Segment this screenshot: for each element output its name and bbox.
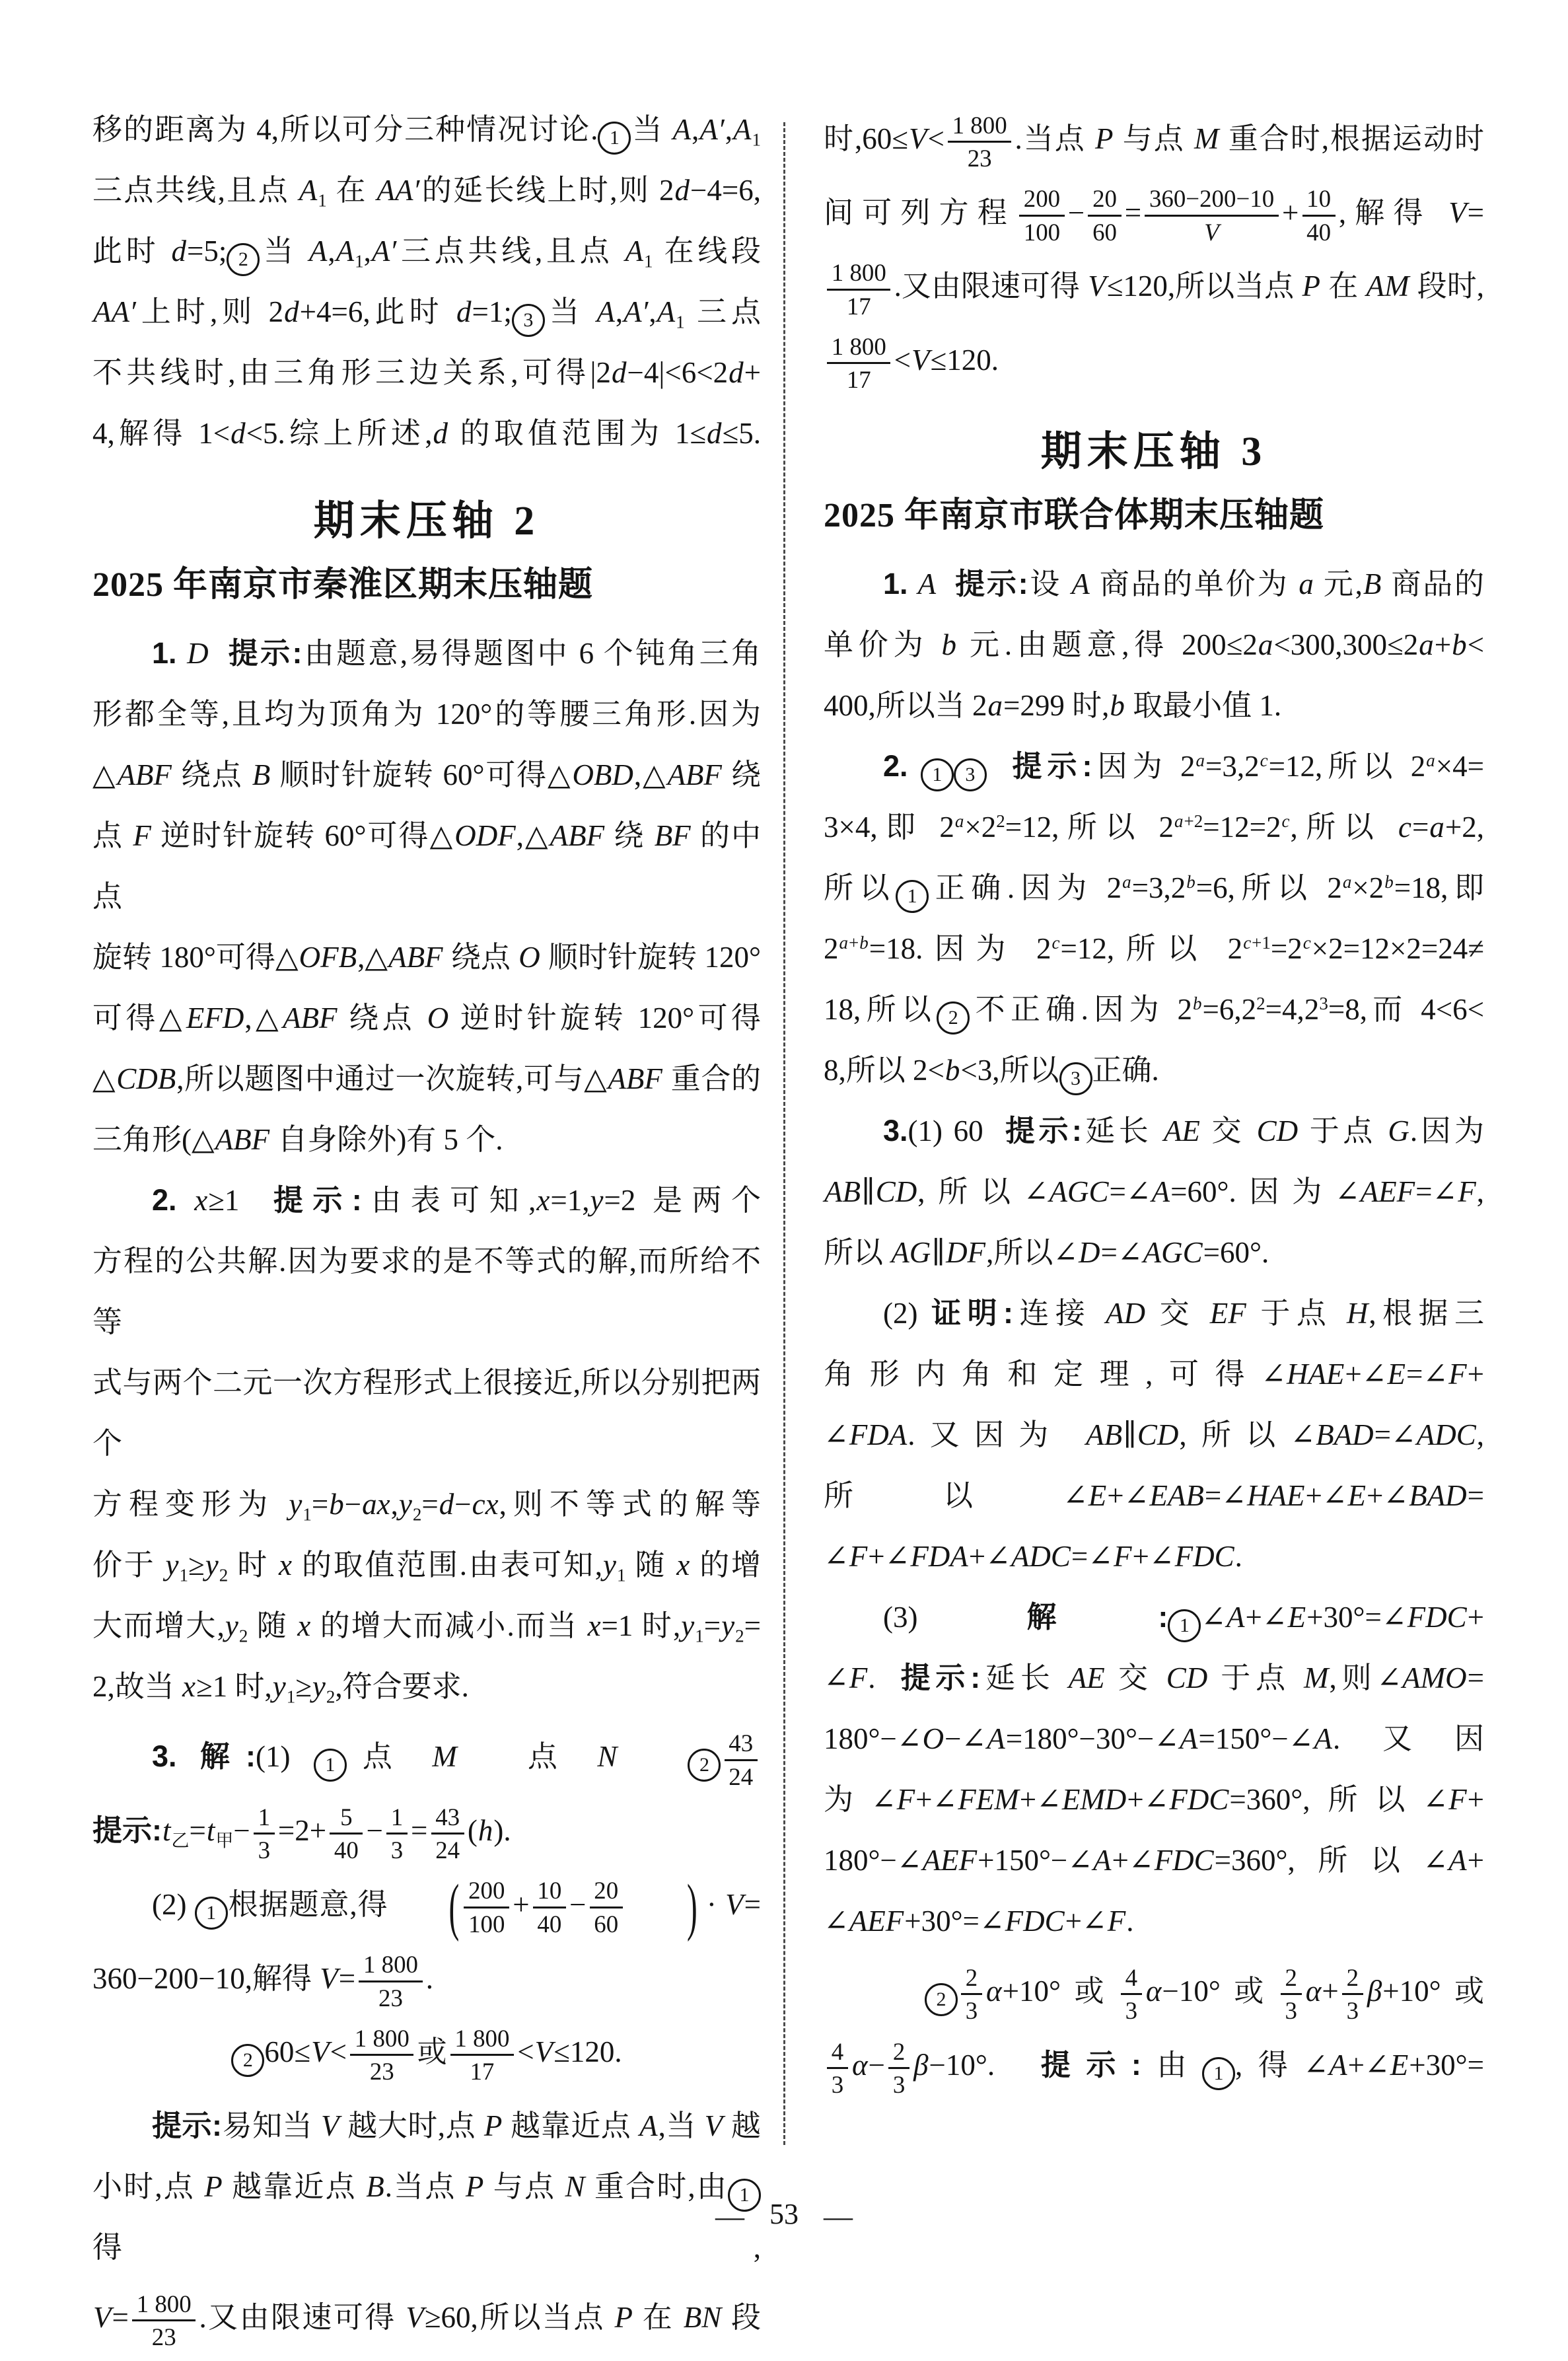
column-divider bbox=[783, 122, 785, 2145]
text-line: 提示:易知当 V 越大时,点 P 越靠近点 A,当 V 越 bbox=[152, 2108, 761, 2142]
text-line: 大而增大$,y_2$ 随 x 的增大而减小.而当 x=1 时$,y_1=y_2=$ bbox=[92, 1609, 761, 1646]
text-line: 小时,点 P 越靠近点 B.当点 P 与点 N 重合时,由 1得, bbox=[92, 2169, 761, 2264]
text-line: 2,故当 x≥1 时$,y_1\ge y_2$,符合要求. bbox=[92, 1670, 469, 1707]
bold-label: 3. bbox=[152, 1739, 177, 1774]
circled-number: 1 bbox=[896, 880, 929, 913]
page-footer bbox=[0, 2200, 1568, 2232]
stacked-fraction: $\frac{4}{3}$ bbox=[1121, 1963, 1142, 2025]
section-title: 期末压轴 2 bbox=[313, 499, 540, 544]
text-line: 360−200−10,解得 V= $\frac{1 800}{23}$ . bbox=[92, 1951, 434, 2012]
text-line: (3) 解: 1 ∠A+∠E+30°=∠FDC+ bbox=[824, 1587, 1484, 1648]
text-line: 3.(1) 60 提示:延长 AE 交 CD 于点 G.因为 bbox=[883, 1114, 1484, 1148]
text-line: AB∥CD,所以∠AGC=∠A=60°.因为∠AEF=∠F, bbox=[824, 1175, 1484, 1209]
bold-label: 2. bbox=[152, 1183, 177, 1217]
bold-label: 提示: bbox=[900, 1661, 981, 1695]
text-line: 旋转 180°可得△OFB,△ABF 绕点 O 顺时针旋转 120° bbox=[92, 941, 761, 974]
text-line: 3. 解:(1) 1 点 M 点 N 2 $\frac{43}{24}$ bbox=[92, 1726, 761, 1791]
text-line: 400,所以当 2a=299 时,b 取最小值 1. bbox=[824, 689, 1282, 723]
text-line: ∠FDA.又因为 AB∥CD,所以∠BAD=∠ADC, bbox=[824, 1418, 1484, 1452]
text-line: 2 60≤V< $\frac{1 800}{23}$ 或 $\frac{1 800}{17}$ <V≤120. bbox=[92, 2021, 761, 2086]
text-line: ∠F+∠FDA+∠ADC=∠F+∠FDC. bbox=[824, 1540, 1242, 1574]
circled-number: 1 bbox=[728, 2179, 761, 2212]
bold-label: 1. bbox=[152, 636, 177, 671]
stacked-fraction: $\frac{2}{3}$ bbox=[1281, 1963, 1302, 2025]
text-line: $\frac{4}{3}$ α− $\frac{2}{3}$ β−10°. 提示:由 1 ,得∠A+∠E+30°= bbox=[824, 2035, 1484, 2099]
text-line: 方程的公共解.因为要求的是不等式的解,而所给不等 bbox=[92, 1245, 761, 1339]
bold-label: 2. bbox=[883, 749, 908, 783]
text-line: 三角形(△ABF 自身除外)有 5 个. bbox=[92, 1123, 503, 1157]
stacked-fraction: $\frac{1 800}{23}$ bbox=[350, 2024, 413, 2086]
stacked-fraction: $\frac{10}{40}$ bbox=[1302, 184, 1336, 246]
text-line: AA′上时,则 2d+4=6,此时 d=1; 3 当 $A,A',A_1$ 三点 bbox=[92, 281, 761, 342]
stacked-fraction: $\frac{2}{3}$ bbox=[888, 2037, 909, 2099]
text-line: 角形内角和定理,可得∠HAE+∠E=∠F+ bbox=[824, 1358, 1484, 1391]
text-line: 2. x≥1 提示:由表可知,x=1,y=2 是两个 bbox=[152, 1183, 761, 1217]
text-line: 三点共线,且点 $A_1$ 在 AA′的延长线上时,则 2d−4=6, bbox=[92, 174, 761, 211]
bold-label: 解: bbox=[1026, 1600, 1168, 1634]
text-line: 3×4,即 $2^a\times 2^2=12$,所以 $2^{a+2}=12=2^c$,所以 c=a+2, bbox=[824, 811, 1484, 844]
text-line: 不共线时,由三角形三边关系,可得|2d−4|<6<2d+ bbox=[92, 356, 761, 389]
text-line: 2 $\frac{2}{3}$ α+10°或 $\frac{4}{3}$ α−10°或 $\frac{2}{3}$ α+ $\frac{2}{3}$ β+10°或 bbox=[824, 1961, 1484, 2025]
stacked-fraction: $\frac{2}{3}$ bbox=[1342, 1963, 1363, 2025]
stacked-fraction: $\frac{10}{40}$ bbox=[533, 1876, 566, 1938]
stacked-fraction: $\frac{200}{100}$ bbox=[1019, 184, 1065, 246]
stacked-fraction: $\frac{1 800}{23}$ bbox=[132, 2290, 196, 2352]
text-line: △ABF 绕点 B 顺时针旋转 60°可得△OBD,△ABF 绕 bbox=[92, 758, 761, 792]
bold-label: 提示: bbox=[273, 1183, 362, 1217]
circled-number: 3 bbox=[512, 304, 545, 337]
circled-number: 1 bbox=[1168, 1609, 1201, 1642]
text-line: 所以 1 正确.因为 $2^a=3,2^b=6$,所以 $2^a\times 2^b=18$,即 bbox=[824, 857, 1484, 918]
right-column bbox=[824, 99, 1484, 2109]
text-line: 间可列方程 $\frac{200}{100}$ − $\frac{20}{60}$ = $\frac{360-200-10}{V}$ + $\frac{10}{40}$ ,解得 V= bbox=[824, 185, 1484, 246]
text-line: V= $\frac{1 800}{23}$ .又由限速可得 V≥60,所以当点 P 在 BN 段 bbox=[93, 2290, 761, 2351]
bold-label: 提示: bbox=[955, 567, 1028, 601]
circled-number: 3 bbox=[1059, 1062, 1092, 1095]
bold-label: 1. bbox=[883, 567, 908, 601]
stacked-fraction: $\frac{1}{3}$ bbox=[386, 1803, 408, 1865]
text-line: 1. D 提示:由题意,易得题图中 6 个钝角三角 bbox=[152, 636, 762, 671]
text-line: 为∠F+∠FEM+∠EMD+∠FDC=360°,所以∠F+ bbox=[824, 1783, 1484, 1817]
stacked-fraction: $\frac{1}{3}$ bbox=[254, 1803, 275, 1865]
circled-number: 2 bbox=[227, 243, 260, 276]
circled-number: 1 bbox=[921, 758, 954, 791]
bold-label: 证明: bbox=[931, 1296, 1013, 1330]
text-line: 4,解得 1<d<5.综上所述,d 的取值范围为 1≤d≤5. bbox=[92, 417, 761, 450]
text-line: $2^{a+b}=18$.因为 $2^c=12$,所以 $2^{c+1}=2^c\times 2=12\times 2=24\ne$ bbox=[824, 932, 1484, 966]
text-line: 点 F 逆时针旋转 60°可得△ODF,△ABF 绕 BF 的中点 bbox=[92, 819, 761, 914]
stacked-fraction: $\frac{360-200-10}{V}$ bbox=[1145, 184, 1278, 246]
text-line: 式与两个二元一次方程形式上很接近,所以分别把两个 bbox=[92, 1366, 761, 1461]
circled-number: 2 bbox=[937, 1001, 970, 1035]
text-line: 单价为 b 元.由题意,得 200≤2a<300,300≤2a+b< bbox=[824, 628, 1484, 662]
bold-label: 提示: bbox=[228, 636, 303, 671]
text-line: 所以∠E+∠EAB=∠HAE+∠E+∠BAD= bbox=[824, 1479, 1484, 1513]
text-line: 时,60≤V< $\frac{1 800}{23}$ .当点 P 与点 M 重合时,根据运动时 bbox=[824, 111, 1484, 172]
stacked-fraction: $\frac{20}{60}$ bbox=[1088, 184, 1121, 246]
bold-label: 提示: bbox=[92, 1813, 162, 1848]
text-line: 提示$:t_乙=t_甲-$ $\frac{1}{3}$ =2+ $\frac{5}{40}$ − $\frac{1}{3}$ = $\frac{43}{24}$ (h). bbox=[92, 1803, 511, 1864]
section-title: 期末压轴 3 bbox=[1040, 429, 1267, 474]
stacked-fraction: $\frac{1 800}{17}$ bbox=[450, 2024, 514, 2086]
text-line: 形都全等,且均为顶角为 120°的等腰三角形.因为 bbox=[92, 698, 761, 731]
footer-dash-right: — bbox=[824, 2200, 853, 2233]
text-line: ∠F. 提示:延长 AE 交 CD 于点 M,则∠AMO= bbox=[824, 1661, 1484, 1695]
circled-number: 2 bbox=[688, 1749, 721, 1782]
text-line: $\frac{1 800}{17}$ <V≤120. bbox=[824, 330, 1484, 394]
text-line: 180°−∠AEF+150°−∠A+∠FDC=360°,所以∠A+ bbox=[824, 1844, 1484, 1877]
bold-label: 提示: bbox=[1012, 749, 1092, 783]
circled-number: 1 bbox=[1202, 2057, 1235, 2090]
circled-number: 2 bbox=[925, 1983, 958, 2016]
left-column bbox=[92, 99, 761, 2361]
stacked-fraction: $\frac{1 800}{17}$ bbox=[827, 258, 890, 320]
text-line: ∠AEF+30°=∠FDC+∠F. bbox=[824, 1905, 1134, 1938]
bold-label: 提示: bbox=[1005, 1114, 1082, 1148]
text-line: 2. 1 3 提示:因为 $2^a=3,2^c=12$,所以 $2^a\times 4=$ bbox=[824, 736, 1484, 797]
text-line: 方程变形为 $y_1=b-ax,y_2=d-cx$,则不等式的解等 bbox=[92, 1488, 761, 1525]
stacked-fraction: $\frac{4}{3}$ bbox=[827, 2037, 848, 2099]
stacked-fraction: $\frac{20}{60}$ bbox=[590, 1876, 623, 1938]
text-line: 8,所以 2<b<3,所以 3 正确. bbox=[824, 1040, 1484, 1101]
big-paren: ( bbox=[448, 1872, 460, 1943]
stacked-fraction: $\frac{1 800}{23}$ bbox=[359, 1950, 422, 2012]
bold-label: 提示: bbox=[152, 2108, 223, 2142]
bold-label: 解: bbox=[199, 1739, 256, 1774]
text-line: 1. A 提示:设 A 商品的单价为 a 元,B 商品的 bbox=[883, 567, 1484, 601]
text-line: $\frac{1 800}{17}$ .又由限速可得 V≤120,所以当点 P 在 AM 段时, bbox=[824, 256, 1484, 320]
text-line: 180°−∠O−∠A=180°−30°−∠A=150°−∠A.又因 bbox=[824, 1722, 1484, 1756]
section-subtitle: 2025 年南京市秦淮区期末压轴题 bbox=[92, 566, 594, 604]
stacked-fraction: $\frac{1 800}{23}$ bbox=[948, 111, 1011, 173]
text-line: 此时 d=5; 2 当 $A,A_1,A'$三点共线,且点 $A_1$ 在线段 bbox=[92, 221, 761, 281]
circled-number: 1 bbox=[598, 122, 631, 155]
text-line: 所以 AG∥DF,所以∠D=∠AGC=60°. bbox=[824, 1236, 1269, 1270]
bold-label: 3. bbox=[883, 1114, 908, 1148]
page-number: 53 bbox=[769, 2198, 799, 2230]
stacked-fraction: $\frac{43}{24}$ bbox=[431, 1803, 464, 1865]
stacked-fraction: $\frac{5}{40}$ bbox=[330, 1803, 363, 1865]
footer-dash-left: — bbox=[715, 2200, 744, 2233]
stacked-fraction: $\frac{200}{100}$ bbox=[464, 1876, 509, 1938]
text-line: △CDB,所以题图中通过一次旋转,可与△ABF 重合的 bbox=[92, 1062, 761, 1096]
circled-number: 1 bbox=[314, 1749, 347, 1782]
stacked-fraction: $\frac{43}{24}$ bbox=[725, 1729, 758, 1791]
stacked-fraction: $\frac{2}{3}$ bbox=[961, 1963, 982, 2025]
circled-number: 1 bbox=[195, 1897, 228, 1930]
bold-label: 提示: bbox=[1040, 2047, 1141, 2082]
text-line: (2) 1 根据题意,得 ( $\frac{200}{100}$ + $\frac{10}{40}$ − $\frac{20}{60}$ ) · V= bbox=[92, 1874, 761, 1939]
circled-number: 2 bbox=[231, 2044, 264, 2077]
big-paren: ) bbox=[686, 1872, 697, 1943]
circled-number: 3 bbox=[954, 758, 987, 791]
text-line: 移的距离为 4,所以可分三种情况讨论. 1 当 $A,A',A_1$ bbox=[92, 99, 761, 160]
section-subtitle: 2025 年南京市联合体期末压轴题 bbox=[824, 496, 1325, 534]
text-line: (2) 证明:连接 AD 交 EF 于点 H,根据三 bbox=[883, 1296, 1484, 1330]
text-line: 价于 $y_1\ge y_2$ 时 x 的取值范围.由表可知$,y_1$ 随 x 的增 bbox=[92, 1548, 761, 1585]
text-line: 18,所以 2 不正确.因为 $2^b=6,2^2=4,2^3=8$,而 4<6< bbox=[824, 979, 1484, 1040]
stacked-fraction: $\frac{1 800}{17}$ bbox=[827, 332, 890, 394]
text-line: 可得△EFD,△ABF 绕点 O 逆时针旋转 120°可得 bbox=[92, 1001, 761, 1035]
